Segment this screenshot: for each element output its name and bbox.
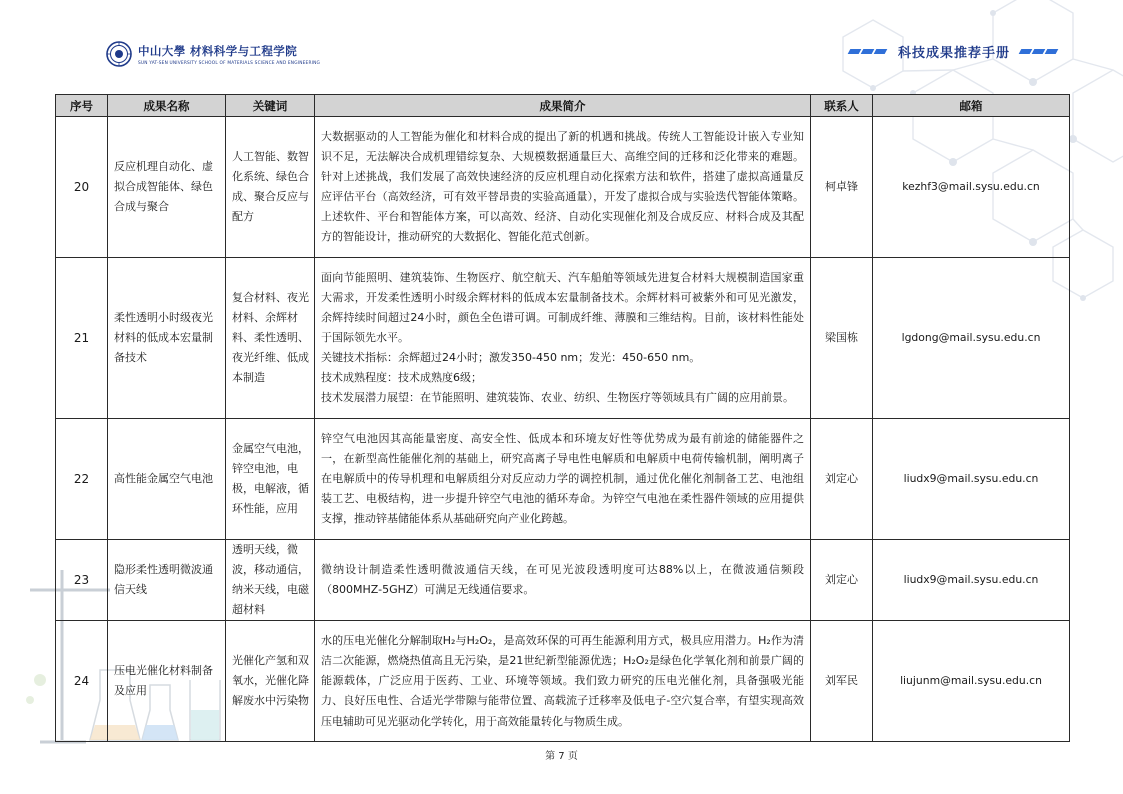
table-row	[56, 621, 1070, 742]
achievement-keywords: 复合材料、夜光材料、余辉材料、柔性透明、夜光纤维、低成本制造	[226, 258, 315, 419]
stripes-right-icon	[1020, 49, 1059, 54]
handbook-title-banner	[849, 42, 1059, 61]
row-number: 22	[56, 419, 108, 540]
university-seal-icon	[106, 41, 132, 67]
achievement-name: 反应机理自动化、虚拟合成智能体、绿色合成与聚合	[108, 117, 226, 258]
summary-paragraph: 面向节能照明、建筑装饰、生物医疗、航空航天、汽车船舶等领域先进复合材料大规模制造国家重大需求，开发柔性透明小时级余辉材料的低成本宏量制备技术。余辉材料可被紫外和可见光激发，余辉持续时间超过24小时，颜色全色谱可调。可制成纤维、薄膜和三维结构。目前，该材料性能处于国际领先水平。	[321, 270, 804, 344]
table-row	[56, 117, 1070, 258]
logo-english-text: SUN YAT-SEN UNIVERSITY SCHOOL OF MATERIALS SCIENCE AND ENGINEERING	[138, 60, 321, 66]
row-number: 23	[56, 540, 108, 621]
achievements-table	[55, 94, 1070, 742]
achievement-keywords: 人工智能、数智化系统、绿色合成、聚合反应与配方	[226, 117, 315, 258]
header-no: 序号	[56, 95, 108, 117]
logo-chinese-text: 中山大學 材料科学与工程学院	[138, 43, 298, 58]
contact-person: 柯卓锋	[811, 117, 873, 258]
achievement-name: 高性能金属空气电池	[108, 419, 226, 540]
summary-maturity: 技术成熟程度：技术成熟度6级；	[321, 371, 482, 385]
stripes-left-icon	[849, 49, 888, 54]
contact-person: 刘定心	[811, 540, 873, 621]
table-header-row	[56, 95, 1070, 117]
contact-email[interactable]: liujunm@mail.sysu.edu.cn	[873, 621, 1070, 742]
summary-paragraph: 大数据驱动的人工智能为催化和材料合成的提出了新的机遇和挑战。传统人工智能设计嵌入专业知识不足，无法解决合成机理错综复杂、大规模数据通量巨大、高维空间的迁移和泛化带来的难题。针对上述挑战，我们发展了高效快速经济的反应机理自动化探索方法和软件，搭建了虚拟高通量反应评估平台（高效经济，可有效平替昂贵的实验高通量），开发了虚拟合成与实验迭代智能体策略。上述软件、平台和智能体方案，可以高效、经济、自动化实现催化剂及合成反应、材料合成及其配方的智能设计，推动研究的大数据化、智能化范式创新。	[321, 129, 804, 244]
summary-paragraph: 锌空气电池因其高能量密度、高安全性、低成本和环境友好性等优势成为最有前途的储能器件之一，在新型高性能催化剂的基础上，研究高离子导电性电解质和电解质中电荷传输机制，阐明离子在电解质中的传导机理和电解质组分对反应动力学的调控机制，通过优化催化剂制备工艺、电池组装工艺、电极结构，进一步提升锌空气电池的循环寿命。为锌空气电池在柔性器件领域的应用提供支撑，推动锌基储能体系从基础研究向产业化跨越。	[321, 431, 804, 526]
header-summary: 成果简介	[315, 95, 811, 117]
summary-paragraph: 水的压电光催化分解制取H₂与H₂O₂，是高效环保的可再生能源利用方式，极具应用潜力。H₂作为清洁二次能源，燃烧热值高且无污染，是21世纪新型能源优选；H₂O₂是绿色化学氧化剂和前景广阔的能源载体，广泛应用于医药、工业、环境等领域。我们致力研究的压电光催化剂，具备强吸光能力、良好压电性、合适光学带隙与能带位置、高载流子迁移率及低电子-空穴复合率，有望实现高效压电辅助可见光驱动化学转化，用于高效能量转化与物质生成。	[321, 634, 804, 728]
summary-key-indicators: 关键技术指标：余辉超过24小时；激发350-450 nm；发光：450-650 nm。	[321, 351, 701, 365]
summary-outlook: 技术发展潜力展望：在节能照明、建筑装饰、农业、纺织、生物医疗等领域具有广阔的应用前景。	[321, 391, 794, 405]
achievement-keywords: 金属空气电池，锌空电池，电极，电解液，循环性能，应用	[226, 419, 315, 540]
achievements-table-wrapper	[55, 94, 1069, 742]
header-contact: 联系人	[811, 95, 873, 117]
page-header	[0, 0, 1123, 90]
achievement-keywords: 透明天线，微波，移动通信，纳米天线，电磁超材料	[226, 540, 315, 621]
header-keywords: 关键词	[226, 95, 315, 117]
contact-person: 梁国栋	[811, 258, 873, 419]
header-email: 邮箱	[873, 95, 1070, 117]
contact-person: 刘定心	[811, 419, 873, 540]
contact-email[interactable]: liudx9@mail.sysu.edu.cn	[873, 419, 1070, 540]
page-number: 第 7 页	[545, 751, 578, 762]
achievement-name: 柔性透明小时级夜光材料的低成本宏量制备技术	[108, 258, 226, 419]
university-logo	[106, 41, 320, 67]
table-row	[56, 258, 1070, 419]
handbook-title: 科技成果推荐手册	[897, 46, 1010, 61]
achievement-name: 压电光催化材料制备及应用	[108, 621, 226, 742]
achievement-summary	[315, 117, 811, 258]
row-number: 20	[56, 117, 108, 258]
summary-paragraph: 微纳设计制造柔性透明微波通信天线，在可见光波段透明度可达88%以上，在微波通信频段（800MHZ-5GHZ）可满足无线通信要求。	[321, 563, 804, 597]
achievement-keywords: 光催化产氢和双氧水，光催化降解废水中污染物	[226, 621, 315, 742]
row-number: 24	[56, 621, 108, 742]
table-row	[56, 419, 1070, 540]
header-name: 成果名称	[108, 95, 226, 117]
contact-person: 刘军民	[811, 621, 873, 742]
achievement-summary	[315, 540, 811, 621]
achievement-summary	[315, 258, 811, 419]
achievement-summary	[315, 621, 811, 742]
contact-email[interactable]: kezhf3@mail.sysu.edu.cn	[873, 117, 1070, 258]
achievement-name: 隐形柔性透明微波通信天线	[108, 540, 226, 621]
row-number: 21	[56, 258, 108, 419]
achievement-summary	[315, 419, 811, 540]
table-row	[56, 540, 1070, 621]
contact-email[interactable]: lgdong@mail.sysu.edu.cn	[873, 258, 1070, 419]
contact-email[interactable]: liudx9@mail.sysu.edu.cn	[873, 540, 1070, 621]
